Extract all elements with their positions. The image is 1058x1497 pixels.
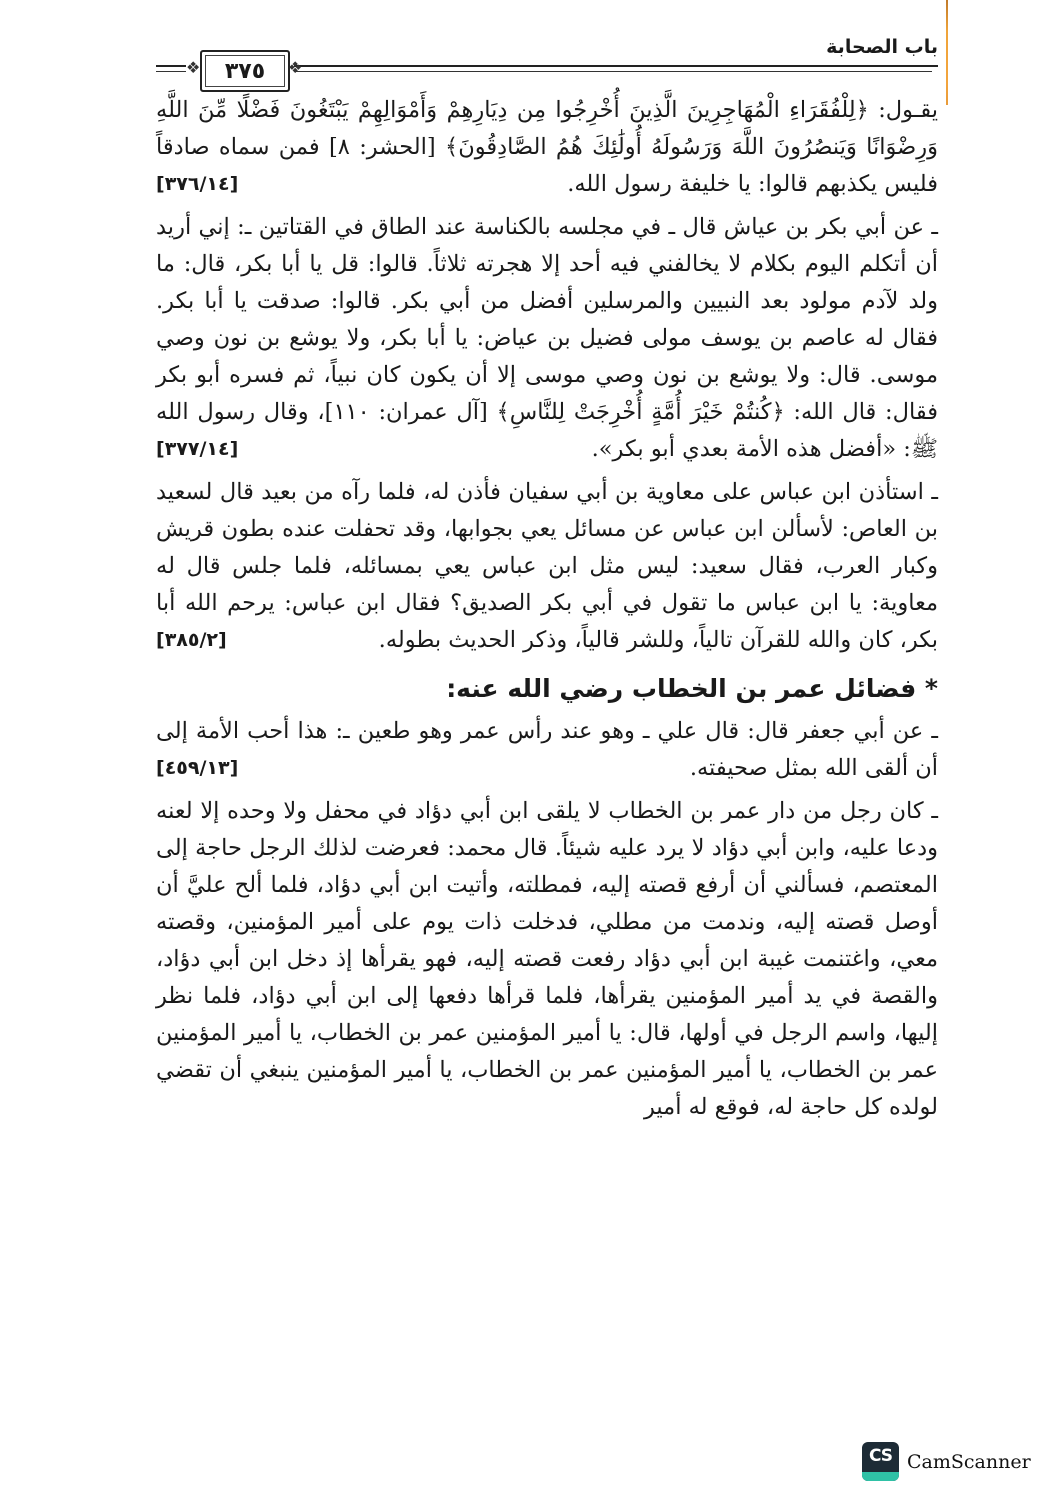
paragraph-text: ـ كان رجل من دار عمر بن الخطاب لا يلقى ابن أبي دؤاد في محفل ولا وحده إلا لعنه ودعا عليه، وابن أبي دؤاد لا يرد عليه شيئاً. قال محمد: فعرضت لذلك الرجل حاجة إلى المعتصم، فسألني أن أرفع قصته إليه، فمطلته، وأتيت ابن أبي دؤاد، فلما ألح عليَّ أن أوصل قصته إليه، وندمت من مطلي، فدخلت ذات يوم على أمير المؤمنين، وقصته معي، واغتنمت غيبة ابن أبي دؤاد رفعت قصته إليه، فهو يقرأها إذ دخل ابن أبي دؤاد، والقصة في يد أمير المؤمنين يقرأها، فلما قرأها دفعها إلى ابن أبي دؤاد، فلما نظر إليها، واسم الرجل في أولها، قال: يا أمير المؤمنين عمر بن الخطاب، يا أمير المؤمنين عمر بن الخطاب، يا أمير المؤمنين عمر بن الخطاب، يا أمير المؤمنين ينبغي أن تقضي لولده كل حاجة له، فوقع له أمير: [156, 798, 938, 1120]
source-reference: [٤٥٩/١٣]: [156, 757, 239, 779]
page-header: [156, 30, 938, 92]
paragraph-text: ـ استأذن ابن عباس على معاوية بن أبي سفيان فأذن له، فلما رآه من بعيد قال لسعيد بن العاص: لأسألن ابن عباس عن مسائل يعي بجوابها، وقد تحفلت عنده بطون قريش وكبار العرب، فقال سعيد: ليس مثل ابن عباس يعي بمسائله، فلما جلس قال له معاوية: يا ابن عباس ما تقول في أبي بكر الصديق؟ فقال ابن عباس: يرحم الله أبا بكر، كان والله للقرآن تالياً، وللشر قالياً، وذكر الحديث بطوله.: [156, 479, 938, 653]
paragraph-text: يقـول: ﴿لِلْفُقَرَاءِ الْمُهَاجِرِينَ الَّذِينَ أُخْرِجُوا مِن دِيَارِهِمْ وَأَمْوَالِهِمْ يَبْتَغُونَ فَضْلًا مِّنَ اللَّهِ وَرِضْوَانًا وَيَنصُرُونَ اللَّهَ وَرَسُولَهُ أُولَٰئِكَ هُمُ الصَّادِقُونَ﴾ [الحشر: ٨] فمن سماه صادقاً فليس يكذبهم قالوا: يا خليفة رسول الله.: [156, 97, 938, 197]
paragraph-text: ـ عن أبي بكر بن عياش قال ـ في مجلسه بالكناسة عند الطاق في القتاتين ـ: إني أريد أن أتكلم اليوم بكلام لا يخالفني فيه أحد إلا هجرته ثلاثاً. قالوا: قل يا أبا بكر، قال: ما ولد لآدم مولود بعد النبيين والمرسلين أفضل من أبي بكر. قالوا: صدقت يا أبا بكر. فقال له عاصم بن يوسف مولى فضيل بن عياض: يا أبا بكر، ولا يوشع بن نون وصي موسى. قال: ولا يوشع بن نون وصي موسى إلا أن يكون كان نبياً، ثم فسره أبو بكر فقال: قال الله: ﴿كُنتُمْ خَيْرَ أُمَّةٍ أُخْرِجَتْ لِلنَّاسِ﴾ [آل عمران: ١١٠]، وقال رسول الله ﷺ: «أفضل هذه الأمة بعدي أبو بكر».: [156, 214, 938, 462]
camscanner-watermark: [862, 1442, 1031, 1481]
book-page: [156, 30, 938, 1132]
ornament-icon: ❖: [288, 58, 303, 77]
header-rule: [294, 71, 932, 72]
page-number: ٣٧٥: [200, 50, 290, 92]
header-rule: [156, 65, 186, 67]
source-reference: [٣٧٧/١٤]: [156, 438, 239, 460]
source-reference: [٣٨٥/٢]: [156, 629, 227, 651]
scan-edge-line: [946, 0, 948, 105]
paragraph: [156, 474, 938, 659]
header-rule: [294, 65, 938, 67]
source-reference: [٣٧٦/١٤]: [156, 173, 239, 195]
section-heading: * فضائل عمر بن الخطاب رضي الله عنه:: [446, 674, 938, 703]
paragraph-text: ـ عن أبي جعفر قال: قال علي ـ وهو عند رأس عمر وهو طعين ـ: هذا أحب الأمة إلى أن ألقى الله بمثل صحيفته.: [156, 718, 938, 781]
camscanner-logo-icon: CS: [862, 1442, 899, 1481]
paragraph: [156, 793, 938, 1126]
running-title: باب الصحابة: [826, 36, 938, 58]
paragraph: [156, 713, 938, 787]
header-rule: [156, 71, 186, 72]
paragraph: [156, 209, 938, 468]
camscanner-name: CamScanner: [907, 1450, 1031, 1473]
ornament-icon: ❖: [186, 58, 201, 77]
paragraph: [156, 92, 938, 203]
